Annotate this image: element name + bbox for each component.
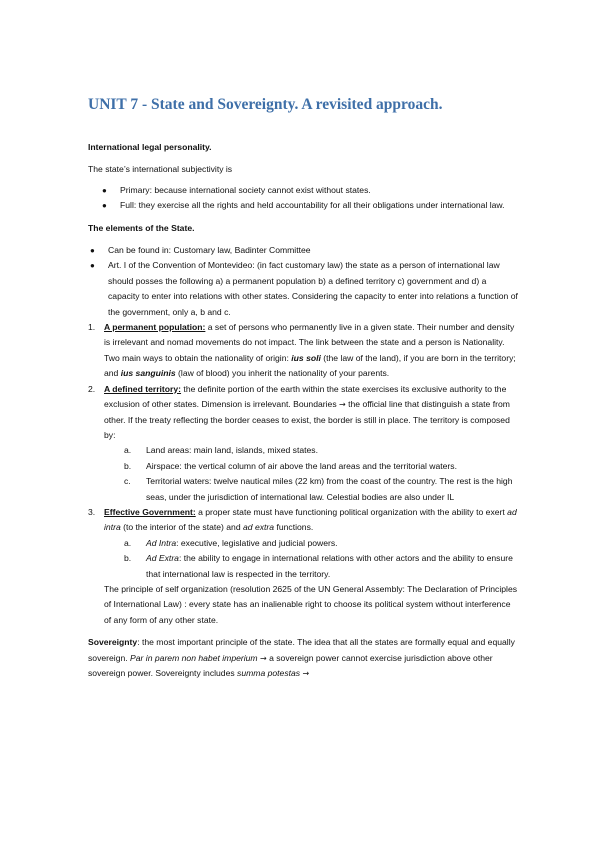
- numbered-item-territory: 2. A defined territory: the definite portion of the earth within the state exercises its exclusive authority to the exclusion of other states. Dimension is irrelevant. Boundaries → the official line that distinguish a state from other. If the treaty reflecting the border ceases to exist, the border is still in place. The territory is composed by:: [88, 383, 510, 440]
- sub-item: a. Land areas: main land, islands, mixed states.: [124, 445, 318, 456]
- term: Sovereignty: [88, 637, 138, 648]
- arrow-right-icon: →: [302, 669, 310, 678]
- arrow-right-icon: →: [259, 653, 267, 663]
- sub-item: b. Ad Extra: the ability to engage in international relations with other actors and the ability to ensure that international law is respected in the territory.: [124, 553, 513, 579]
- sub-item: c. Territorial waters: twelve nautical miles (22 km) from the coast of the country. The rest is the high seas, under the jurisdiction of international law. Celestial bodies are also under IL: [124, 476, 513, 502]
- sub-item: a. Ad Intra: executive, legislative and judicial powers.: [124, 537, 338, 548]
- term: A defined territory:: [104, 383, 182, 394]
- list-item: ● Can be found in: Customary law, Badinter Committee: [88, 243, 518, 258]
- bullet-icon: ●: [102, 185, 107, 195]
- page-title: UNIT 7 - State and Sovereignty. A revisited approach.: [88, 96, 443, 113]
- paragraph-self-organization: The principle of self organization (resolution 2625 of the UN General Assembly: The Declaration of Principles of International Law) : every state has an inalienable right to choose its political system without interference of any form of any other state.: [104, 583, 518, 625]
- numbered-item-government: 3. Effective Government: a proper state must have functioning political organization with the ability to exert ad intra (to the interior of the state) and ad extra functions.: [88, 506, 517, 533]
- paragraph-intro: The state’s international subjectivity is: [88, 164, 233, 175]
- list-item: ● Full: they exercise all the rights and held accountability for all their obligations under international law.: [88, 198, 518, 213]
- term: A permanent population:: [104, 322, 206, 333]
- list-item: ● Primary: because international society cannot exist without states.: [88, 183, 518, 198]
- term: Effective Government:: [104, 506, 196, 517]
- list-item: ● Art. I of the Convention of Montevideo: (in fact customary law) the state as a person of international law should posses the following a) a permanent population b) a defined territory c) government and d) a capacity to enter into relations with other states. Considering the capacity to enter into relations a function of the government, only a, b and c.: [90, 260, 518, 317]
- section-heading-elements: The elements of the State.: [88, 222, 195, 233]
- paragraph-sovereignty: Sovereignty: the most important principle of the state. The idea that all the states are formally equal and equally sovereign. Par in parem non habet imperium → a sovereign power cannot exercise jurisdiction above other sovereign power. Sovereignty includes summa potestas →: [88, 637, 515, 678]
- bullet-icon: ●: [102, 201, 107, 211]
- section-heading-legal-personality: International legal personality.: [88, 142, 212, 152]
- bullet-icon: ●: [90, 246, 95, 256]
- sub-item: b. Airspace: the vertical column of air above the land areas and the territorial waters.: [124, 460, 457, 471]
- numbered-item-population: 1. A permanent population: a set of persons who permanently live in a given state. Their number and density is irrelevant and nomad movements do not impact. The link between the state and a person is Nationality. Two main ways to obtain the nationality of origin: ius soli (the law of the land), if you are born in the territory; and ius sanguinis (law of blood) you inherit the nationality of your parents.: [88, 322, 516, 379]
- document-body: [88, 140, 518, 681]
- bullet-icon: ●: [90, 261, 95, 271]
- arrow-right-icon: →: [339, 400, 346, 410]
